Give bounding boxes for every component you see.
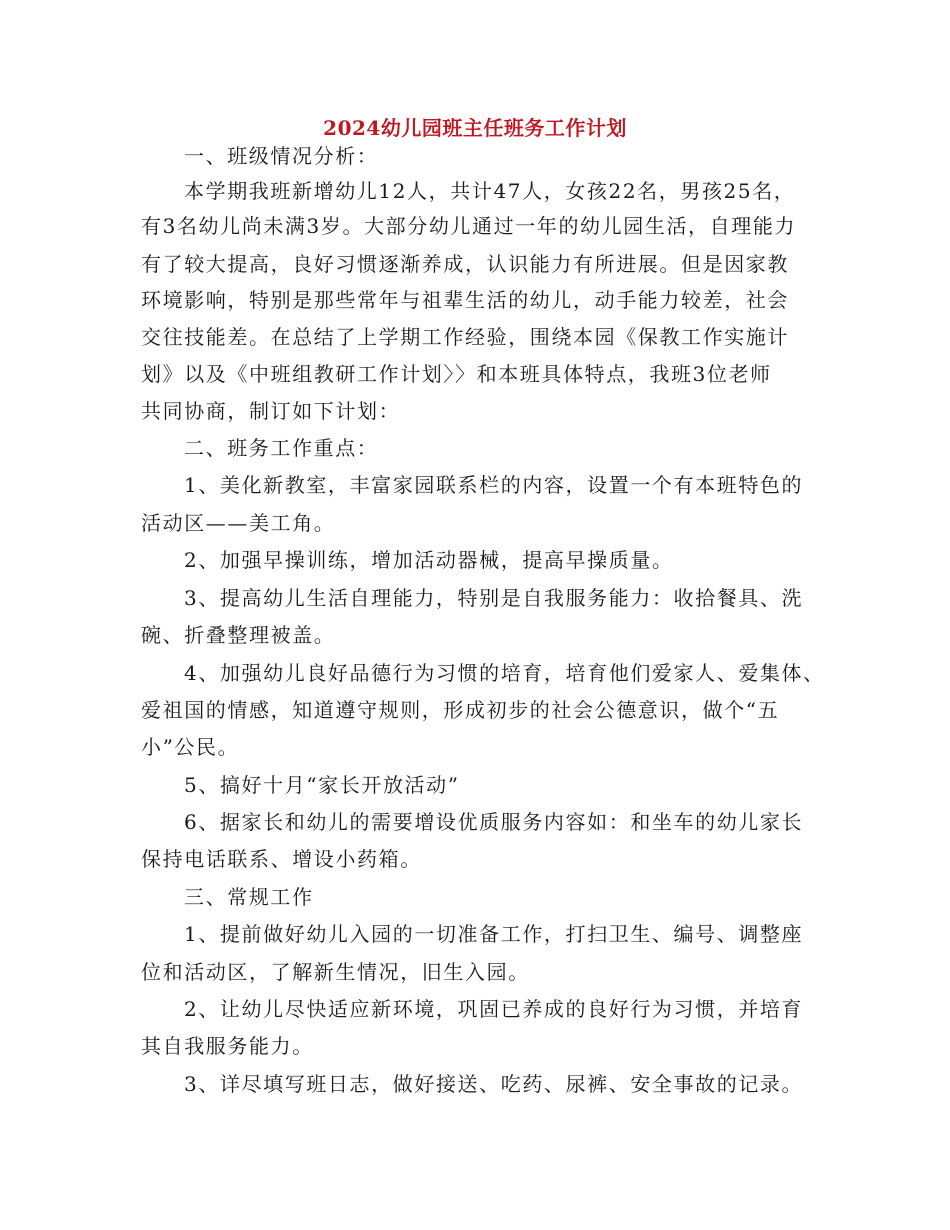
list-item-line: 其自我服务能力。 bbox=[141, 1034, 314, 1058]
list-item-line: 保持电话联系、增设小药箱。 bbox=[141, 847, 422, 871]
list-item-line: 3、提高幼儿生活自理能力，特别是自我服务能力：收拾餐具、洗 bbox=[184, 586, 804, 610]
paragraph-line: 有了较大提高，良好习惯逐渐养成，认识能力有所进展。但是因家教 bbox=[141, 252, 789, 276]
list-item-line: 小”公民。 bbox=[141, 735, 240, 759]
paragraph-line: 本学期我班新增幼儿12人，共计47人，女孩22名，男孩25名， bbox=[184, 179, 796, 203]
list-item-line: 6、据家长和幼儿的需要增设优质服务内容如：和坐车的幼儿家长 bbox=[184, 810, 804, 834]
paragraph-line: 有3名幼儿尚未满3岁。大部分幼儿通过一年的幼儿园生活，自理能力 bbox=[141, 214, 797, 238]
list-item-line: 活动区——美工角。 bbox=[141, 511, 336, 535]
paragraph-line: 共同协商，制订如下计划： bbox=[141, 399, 401, 423]
list-item-line: 1、美化新教室，丰富家园联系栏的内容，设置一个有本班特色的 bbox=[184, 473, 804, 497]
list-item-line: 位和活动区，了解新生情况，旧生入园。 bbox=[141, 960, 530, 984]
list-item-line: 2、加强早操训练，增加活动器械，提高早操质量。 bbox=[184, 548, 674, 572]
document-title: 2024幼儿园班主任班务工作计划 bbox=[323, 116, 627, 140]
list-item-line: 3、详尽填写班日志，做好接送、吃药、尿裤、安全事故的记录。 bbox=[184, 1072, 804, 1096]
section-heading-3: 三、常规工作 bbox=[184, 885, 314, 909]
list-item-line: 5、搞好十月“家长开放活动” bbox=[184, 773, 460, 797]
paragraph-line: 划》以及《中班组教研工作计划〉〉和本班具体特点，我班3位老师 bbox=[141, 362, 772, 386]
list-item-line: 4、加强幼儿良好品德行为习惯的培育，培育他们爱家人、爱集体、 bbox=[184, 661, 825, 685]
list-item-line: 碗、折叠整理被盖。 bbox=[141, 623, 336, 647]
list-item-line: 2、让幼儿尽快适应新环境，巩固已养成的良好行为习惯，并培育 bbox=[184, 997, 804, 1021]
list-item-line: 1、提前做好幼儿入园的一切准备工作，打扫卫生、编号、调整座 bbox=[184, 922, 804, 946]
paragraph-line: 交往技能差。在总结了上学期工作经验，围绕本园《保教工作实施计 bbox=[141, 325, 789, 349]
section-heading-1: 一、班级情况分析： bbox=[184, 144, 379, 168]
list-item-line: 爱祖国的情感，知道遵守规则，形成初步的社会公德意识，做个“五 bbox=[141, 698, 780, 722]
section-heading-2: 二、班务工作重点： bbox=[184, 436, 379, 460]
paragraph-line: 环境影响，特别是那些常年与祖辈生活的幼儿，动手能力较差，社会 bbox=[141, 288, 789, 312]
